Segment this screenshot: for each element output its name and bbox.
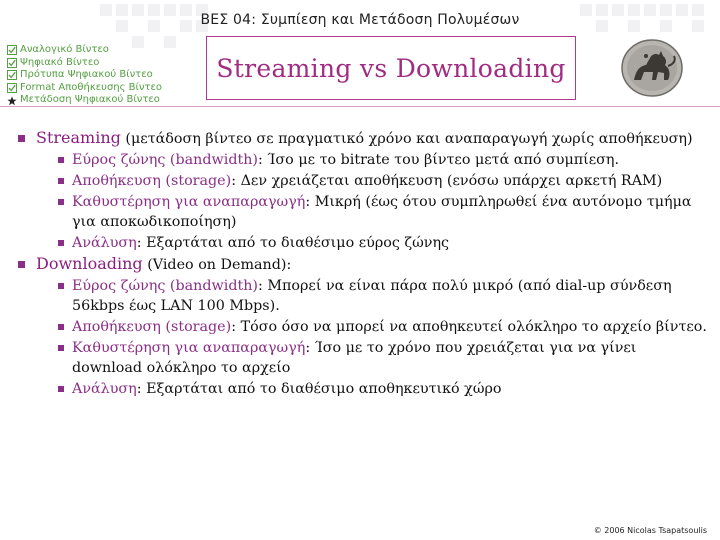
course-title: ΒΕΣ 04: Συμπίεση και Μετάδοση Πολυμέσων — [200, 12, 520, 28]
coin-logo-icon — [616, 36, 688, 100]
bullet-term: Ανάλυση — [72, 235, 137, 251]
list-item — [58, 317, 708, 337]
bullet-text: : Μπορεί να είναι πάρα πολύ μικρό (από dial-up σύνδεση 56kbps έως LAN 100 Mbps). — [72, 278, 672, 314]
streaming-sublist — [58, 150, 708, 253]
bullet-text: : Ίσο με το bitrate του βίντεο μετά από συμπίεση. — [258, 152, 620, 168]
toc-item-label: Format Αποθήκευσης Βίντεο — [20, 81, 163, 93]
bullet-term: Ανάλυση — [72, 381, 137, 397]
bullet-downloading — [18, 254, 708, 275]
bullet-text: : Τόσο όσο να μπορεί να αποθηκευτεί ολόκληρο το αρχείο βίντεο. — [231, 319, 707, 335]
downloading-sublist — [58, 276, 708, 399]
bullet-term: Αποθήκευση (storage) — [72, 173, 232, 189]
list-item — [58, 233, 708, 253]
bullet-square-icon — [58, 283, 64, 289]
toc-item-label: Πρότυπα Ψηφιακού Βίντεο — [20, 69, 153, 81]
table-of-contents — [7, 44, 207, 107]
list-item — [58, 276, 708, 316]
bullet-text: : Εξαρτάται από το διαθέσιμο αποθηκευτικό χώρο — [136, 381, 502, 397]
bullet-text: (Video on Demand): — [142, 257, 292, 273]
bullet-square-icon — [58, 345, 64, 351]
bullet-text: : Μικρή (έως ότου συμπληρωθεί ένα αυτόνομο τμήμα για αποκωδικοποίηση) — [72, 194, 692, 230]
bullet-text: : Εξαρτάται από το διαθέσιμο εύρος ζώνης — [136, 235, 450, 251]
list-item — [58, 150, 708, 170]
slide-title: Streaming vs Downloading — [216, 53, 566, 83]
toc-item-digital-video[interactable] — [7, 57, 207, 70]
checkbox-checked-icon — [7, 83, 17, 93]
bullet-square-icon — [18, 135, 25, 142]
toc-item-analog-video[interactable] — [7, 44, 207, 57]
list-item — [58, 338, 708, 378]
checkbox-checked-icon — [7, 70, 17, 80]
toc-item-storage-formats[interactable] — [7, 82, 207, 95]
bullet-streaming — [18, 128, 708, 149]
checkbox-checked-icon — [7, 45, 17, 55]
header-divider — [0, 106, 720, 107]
bullet-square-icon — [58, 157, 64, 163]
star-icon — [7, 96, 17, 106]
bullet-text: : Ίσο με το χρόνο που χρειάζεται για να γίνει download ολόκληρο το αρχείο — [72, 340, 637, 376]
list-item — [58, 171, 708, 191]
bullet-term: Καθυστέρηση για αναπαραγωγή — [72, 340, 306, 356]
bullet-term: Εύρος ζώνης (bandwidth) — [72, 152, 259, 168]
copyright-footer: © 2006 Nicolas Tsapatsoulis — [593, 526, 707, 535]
toc-item-video-standards[interactable] — [7, 69, 207, 82]
toc-item-label: Αναλογικό Βίντεο — [20, 44, 109, 55]
slide-content — [18, 128, 708, 400]
bullet-square-icon — [18, 261, 25, 268]
bullet-term: Εύρος ζώνης (bandwidth) — [72, 278, 259, 294]
list-item — [58, 192, 708, 232]
bullet-term: Αποθήκευση (storage) — [72, 319, 232, 335]
bullet-term: Downloading — [36, 254, 143, 273]
bullet-square-icon — [58, 199, 64, 205]
bullet-text: : Δεν χρειάζεται αποθήκευση (ενόσω υπάρχει αρκετή RAM) — [231, 173, 663, 189]
toc-item-label: Μετάδοση Ψηφιακού Βίντεο — [20, 94, 160, 106]
bullet-square-icon — [58, 240, 64, 246]
bullet-square-icon — [58, 324, 64, 330]
bullet-term: Καθυστέρηση για αναπαραγωγή — [72, 194, 306, 210]
bullet-text: (μετάδοση βίντεο σε πραγματικό χρόνο και αναπαραγωγή χωρίς αποθήκευση) — [120, 131, 693, 147]
slide-title-box — [206, 36, 576, 100]
toc-item-label: Ψηφιακό Βίντεο — [20, 56, 100, 68]
checkbox-checked-icon — [7, 58, 17, 68]
list-item — [58, 379, 708, 399]
bullet-square-icon — [58, 386, 64, 392]
bullet-square-icon — [58, 178, 64, 184]
bullet-term: Streaming — [36, 128, 121, 147]
